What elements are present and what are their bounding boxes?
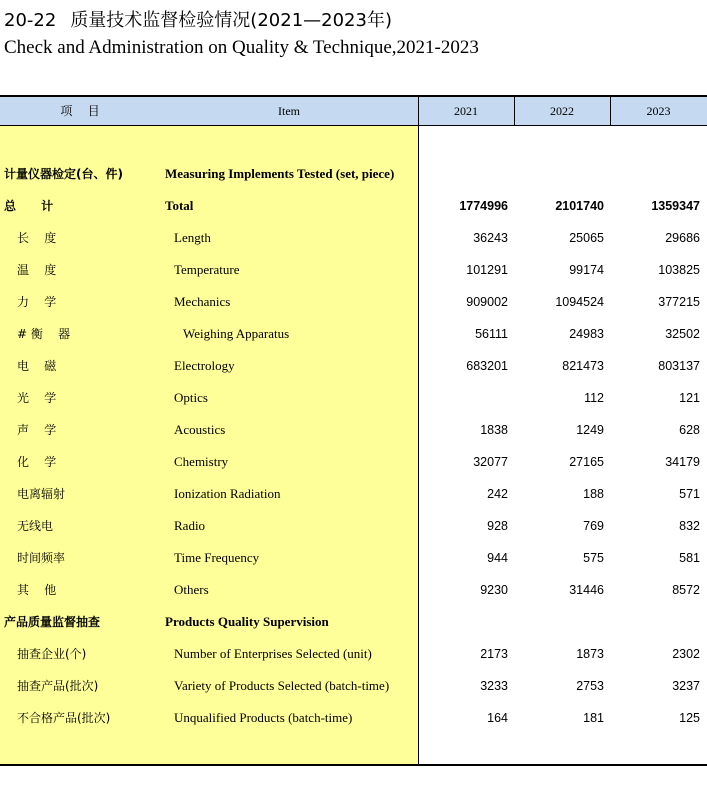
row-label-cn: 电 磁: [17, 359, 57, 373]
row-label-en: Variety of Products Selected (batch-time): [174, 678, 390, 693]
row-label-cn: 其 他: [17, 583, 57, 597]
row-label-en: Optics: [174, 390, 208, 405]
cell-value-2022: 821473: [562, 359, 604, 373]
row-label-en: Time Frequency: [174, 550, 260, 565]
row-label-cn: 化 学: [17, 455, 57, 469]
table-row: [0, 222, 707, 254]
table-row: [0, 286, 707, 318]
cell-value-2021: 909002: [466, 295, 508, 309]
cell-value-2022: 99174: [569, 263, 604, 277]
table-row: [0, 478, 707, 510]
row-label-en: Unqualified Products (batch-time): [174, 710, 353, 725]
cell-value-2023: 29686: [665, 231, 700, 245]
cell-value-2023: 832: [679, 519, 700, 533]
cell-value-2021: 36243: [473, 231, 508, 245]
cell-value-2022: 188: [583, 487, 604, 501]
table-row: [0, 382, 707, 414]
table-row: [0, 318, 707, 350]
table-header: [0, 97, 707, 125]
cell-value-2021: 944: [487, 551, 508, 565]
cell-value-2022: 1249: [576, 423, 604, 437]
bottom-rule: [0, 764, 707, 766]
cell-value-2023: 571: [679, 487, 700, 501]
cell-value-2021: 164: [487, 711, 508, 725]
table-row: [0, 254, 707, 286]
cell-value-2023: 125: [679, 711, 700, 725]
cell-value-2021: 683201: [466, 359, 508, 373]
table-row: [0, 670, 707, 702]
row-label-cn: 抽查产品(批次): [17, 679, 99, 693]
table-row: [0, 510, 707, 542]
row-label-cn: # 衡 器: [17, 327, 71, 341]
cell-value-2021: 2173: [480, 647, 508, 661]
row-label-cn: 无线电: [17, 519, 54, 533]
row-label-en: Ionization Radiation: [174, 486, 281, 501]
header-year-2021: 2021: [454, 104, 478, 118]
row-label-en: Weighing Apparatus: [183, 326, 290, 341]
cell-value-2022: 769: [583, 519, 604, 533]
cell-value-2023: 377215: [658, 295, 700, 309]
table-row: [0, 414, 707, 446]
table-row: [0, 542, 707, 574]
cell-value-2023: 8572: [672, 583, 700, 597]
row-label-en: Acoustics: [174, 422, 226, 437]
row-label-en: Temperature: [174, 262, 240, 277]
cell-value-2022: 27165: [569, 455, 604, 469]
cell-value-2022: 1873: [576, 647, 604, 661]
table-title-cn-text: 质量技术监督检验情况(2021—2023年): [70, 10, 392, 31]
row-label-en: Measuring Implements Tested (set, piece): [165, 166, 395, 181]
cell-value-2023: 3237: [672, 679, 700, 693]
table-row: [0, 190, 707, 222]
row-label-cn: 抽查企业(个): [17, 647, 87, 661]
header-year-2023: 2023: [646, 104, 671, 118]
cell-value-2021: 1774996: [459, 199, 508, 213]
cell-value-2022: 112: [584, 391, 604, 405]
table-row: [0, 350, 707, 382]
row-label-en: Number of Enterprises Selected (unit): [174, 646, 372, 661]
row-label-cn: 总 计: [4, 199, 54, 213]
row-label-en: Length: [174, 230, 211, 245]
row-label-en: Radio: [174, 518, 206, 533]
row-label-cn: 不合格产品(批次): [17, 711, 111, 725]
cell-value-2022: 31446: [569, 583, 604, 597]
cell-value-2023: 34179: [665, 455, 700, 469]
cell-value-2023: 628: [679, 423, 700, 437]
divider-2021: [514, 97, 515, 125]
table-title-cn: [4, 6, 392, 32]
row-label-en: Chemistry: [174, 454, 229, 469]
cell-value-2022: 575: [583, 551, 604, 565]
row-label-cn: 计量仪器检定(台、件): [4, 167, 123, 181]
row-label-cn: 力 学: [17, 295, 57, 309]
cell-value-2022: 24983: [569, 327, 604, 341]
cell-value-2023: 32502: [665, 327, 700, 341]
row-label-en: Products Quality Supervision: [165, 614, 329, 629]
cell-value-2021: 101291: [466, 263, 508, 277]
row-label-en: Electrology: [174, 358, 235, 373]
cell-value-2022: 25065: [569, 231, 604, 245]
row-label-cn: 声 学: [17, 423, 57, 437]
table-row: [0, 638, 707, 670]
row-label-cn: 光 学: [17, 391, 57, 405]
cell-value-2021: 56111: [475, 327, 508, 341]
cell-value-2021: 242: [487, 487, 508, 501]
row-label-cn: 电离辐射: [17, 487, 66, 501]
table-row: [0, 702, 707, 734]
cell-value-2021: 1838: [480, 423, 508, 437]
cell-value-2021: 928: [487, 519, 508, 533]
cell-value-2022: 2753: [576, 679, 604, 693]
cell-value-2021: 3233: [480, 679, 508, 693]
header-item-cn: 项 目: [60, 104, 100, 118]
header-year-2022: 2022: [550, 104, 574, 118]
row-label-cn: 长 度: [17, 231, 57, 245]
row-label-cn: 时间频率: [17, 551, 66, 565]
row-label-en: Mechanics: [174, 294, 231, 309]
divider-2022: [610, 97, 611, 125]
table-row: [0, 606, 707, 638]
cell-value-2021: 9230: [480, 583, 508, 597]
table-title-en: Check and Administration on Quality & Technique,2021-2023: [4, 37, 479, 58]
row-label-cn: 温 度: [17, 263, 57, 277]
table-row: [0, 158, 707, 190]
table-row: [0, 446, 707, 478]
cell-value-2022: 1094524: [555, 295, 604, 309]
row-label-cn: 产品质量监督抽查: [4, 615, 101, 629]
header-item-en: Item: [278, 104, 300, 118]
table-row: [0, 574, 707, 606]
cell-value-2023: 581: [679, 551, 700, 565]
cell-value-2021: 32077: [473, 455, 508, 469]
cell-value-2023: 103825: [658, 263, 700, 277]
row-label-en: Total: [165, 198, 194, 213]
cell-value-2022: 2101740: [555, 199, 604, 213]
cell-value-2022: 181: [583, 711, 604, 725]
cell-value-2023: 121: [679, 391, 700, 405]
cell-value-2023: 1359347: [651, 199, 700, 213]
cell-value-2023: 2302: [672, 647, 700, 661]
row-label-en: Others: [174, 582, 209, 597]
cell-value-2023: 803137: [658, 359, 700, 373]
table-number: 20-22: [4, 10, 57, 31]
